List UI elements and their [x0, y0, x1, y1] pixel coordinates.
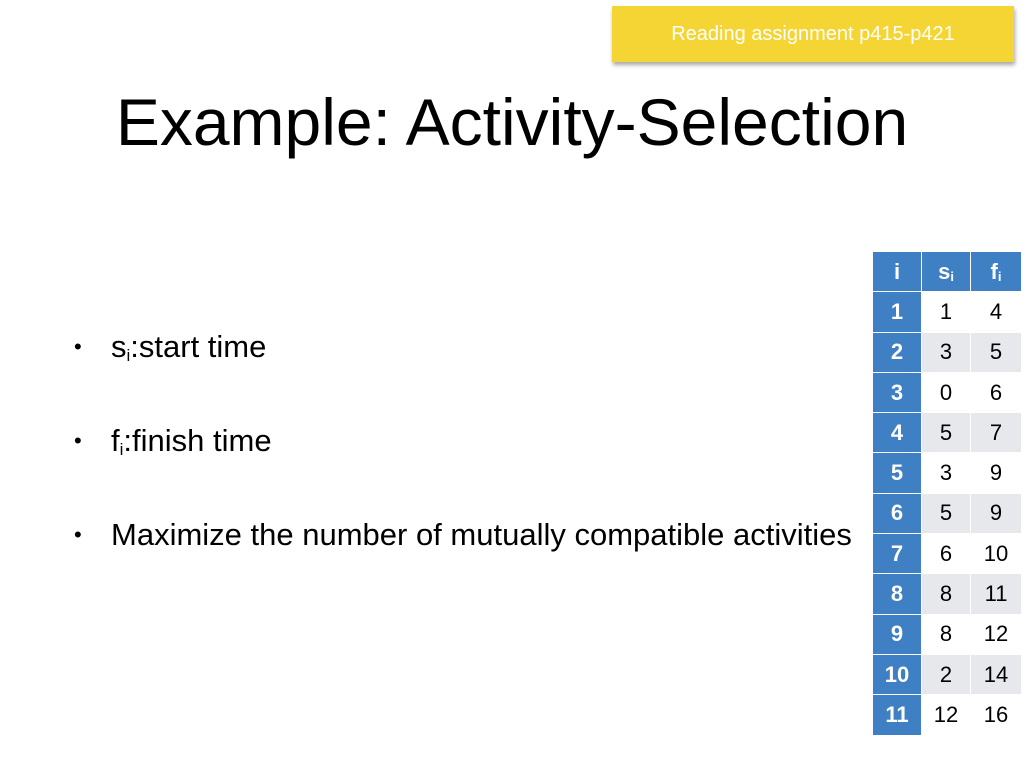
- cell-i: 8: [873, 574, 922, 614]
- cell-i: 4: [873, 413, 922, 453]
- cell-i: 5: [873, 453, 922, 493]
- table-row: [873, 373, 1022, 413]
- cell-s: 3: [922, 333, 971, 373]
- cell-f: 14: [971, 655, 1022, 695]
- table-row: [873, 615, 1022, 655]
- table-row: [873, 292, 1022, 332]
- activity-table: [873, 252, 1022, 736]
- bullet-text: :finish time: [123, 423, 272, 458]
- cell-f: 11: [971, 574, 1022, 614]
- table-header-row: [873, 252, 1022, 292]
- cell-i: 9: [873, 615, 922, 655]
- cell-f: 9: [971, 453, 1022, 493]
- cell-f: 9: [971, 494, 1022, 534]
- table-row: [873, 333, 1022, 373]
- table-row: [873, 453, 1022, 493]
- table-row: [873, 413, 1022, 453]
- cell-i: 10: [873, 655, 922, 695]
- table-body: [873, 292, 1022, 735]
- cell-s: 3: [922, 453, 971, 493]
- cell-f: 6: [971, 373, 1022, 413]
- bullet-dot-icon: •: [74, 334, 82, 359]
- bullet-subscript: i: [126, 346, 131, 365]
- cell-i: 11: [873, 695, 922, 735]
- table-row: [873, 534, 1022, 574]
- table-row: [873, 655, 1022, 695]
- reading-assignment-note: [612, 6, 1014, 62]
- bullet-maximize: [74, 514, 854, 556]
- bullet-subscript: i: [119, 440, 124, 459]
- cell-f: 12: [971, 615, 1022, 655]
- cell-f: 4: [971, 292, 1022, 332]
- cell-s: 12: [922, 695, 971, 735]
- cell-s: 6: [922, 534, 971, 574]
- cell-i: 2: [873, 333, 922, 373]
- table-row: [873, 574, 1022, 614]
- bullet-text: Maximize the number of mutually compatible activities: [111, 517, 852, 552]
- bullet-text: :start time: [130, 329, 267, 364]
- cell-f: 10: [971, 534, 1022, 574]
- cell-i: 3: [873, 373, 922, 413]
- cell-i: 7: [873, 534, 922, 574]
- cell-s: 8: [922, 615, 971, 655]
- cell-f: 16: [971, 695, 1022, 735]
- cell-i: 1: [873, 292, 922, 332]
- cell-s: 5: [922, 413, 971, 453]
- bullet-base: f: [111, 423, 120, 458]
- bullet-finish-time: [74, 420, 854, 471]
- bullet-start-time: [74, 326, 854, 377]
- cell-s: 2: [922, 655, 971, 695]
- cell-s: 1: [922, 292, 971, 332]
- cell-s: 0: [922, 373, 971, 413]
- bullet-list: [74, 326, 854, 599]
- header-fi: $f_i$: [971, 252, 1022, 292]
- cell-f: 7: [971, 413, 1022, 453]
- bullet-dot-icon: •: [74, 428, 82, 453]
- cell-s: 5: [922, 494, 971, 534]
- bullet-dot-icon: •: [74, 522, 82, 547]
- bullet-base: s: [111, 329, 127, 364]
- slide-title: Example: Activity-Selection: [115, 85, 909, 159]
- table-row: [873, 695, 1022, 735]
- cell-s: 8: [922, 574, 971, 614]
- header-si: $s_i$: [922, 252, 971, 292]
- header-i: i: [873, 252, 922, 292]
- cell-i: 6: [873, 494, 922, 534]
- cell-f: 5: [971, 333, 1022, 373]
- reading-assignment-text: Reading assignment p415-p421: [671, 22, 955, 45]
- table-row: [873, 494, 1022, 534]
